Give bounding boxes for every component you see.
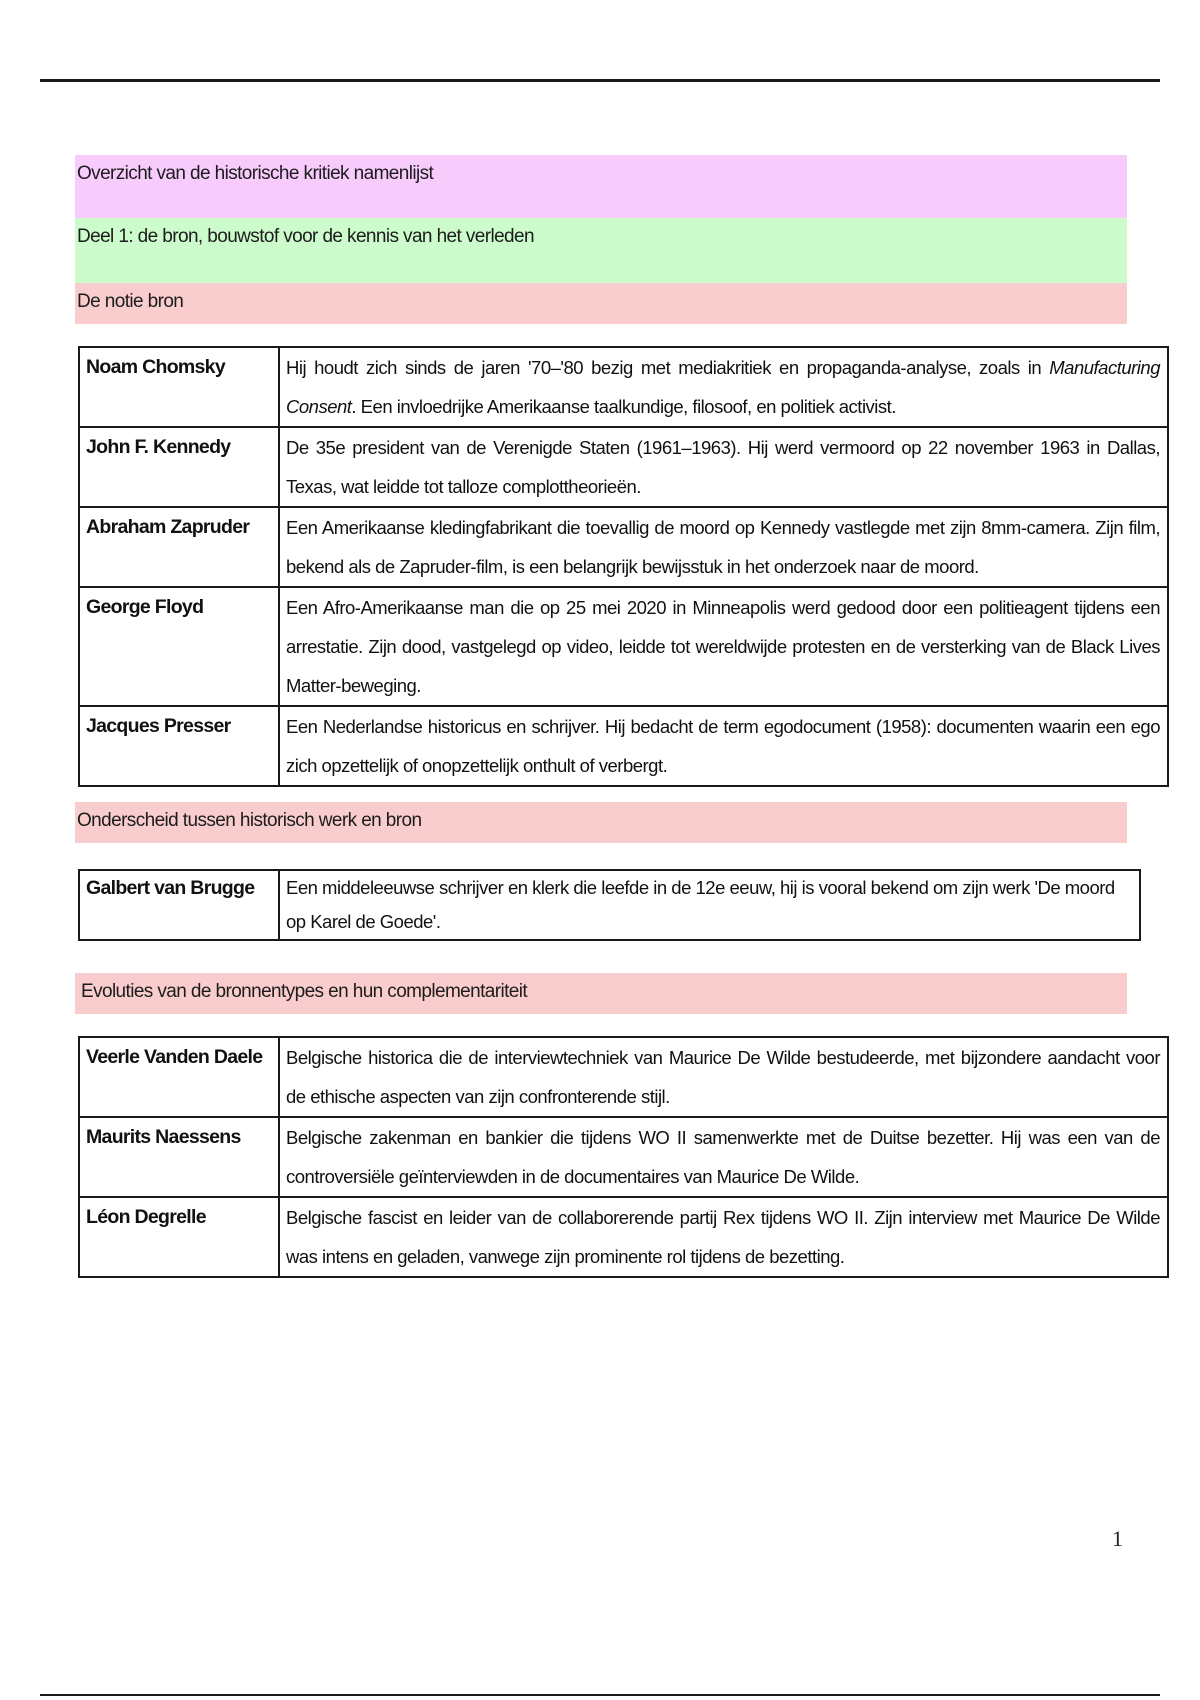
header-rule [40, 79, 1160, 82]
person-description: Belgische fascist en leider van de collaborerende partij Rex tijdens WO II. Zijn interview met Maurice De Wilde was intens en geladen, vanwege zijn prominente rol tijdens de bezetting. [279, 1197, 1168, 1277]
table-row [79, 706, 1168, 786]
part-heading: Deel 1: de bron, bouwstof voor de kennis van het verleden [77, 226, 534, 247]
table-row [79, 1197, 1168, 1277]
person-name: Léon Degrelle [79, 1197, 279, 1277]
section-heading-band [75, 973, 1127, 1014]
section-heading-band [75, 802, 1127, 843]
document-title: Overzicht van de historische kritiek namenlijst [77, 163, 434, 184]
section-heading-werk-bron: Onderscheid tussen historisch werk en bron [77, 810, 422, 831]
person-description: Een middeleeuwse schrijver en klerk die leefde in de 12e eeuw, hij is vooral bekend om zijn werk 'De moord op Karel de Goede'. [279, 870, 1140, 940]
section-heading-notie-bron: De notie bron [77, 291, 184, 312]
names-table-bron [78, 346, 1169, 787]
table-row [79, 870, 1140, 940]
table-row [79, 507, 1168, 587]
table-row [79, 427, 1168, 507]
table-row [79, 587, 1168, 706]
person-description: De 35e president van de Verenigde Staten (1961–1963). Hij werd vermoord op 22 november 1963 in Dallas, Texas, wat leidde tot talloze complottheorieën. [279, 427, 1168, 507]
footer-rule [40, 1694, 1160, 1696]
person-description: Een Amerikaanse kledingfabrikant die toevallig de moord op Kennedy vastlegde met zijn 8mm-camera. Zijn film, bekend als de Zapruder-film, is een belangrijk bewijsstuk in het onderzoek naar de moord. [279, 507, 1168, 587]
person-name: Noam Chomsky [79, 347, 279, 427]
person-name: George Floyd [79, 587, 279, 706]
names-table-evoluties [78, 1036, 1169, 1278]
person-name: Jacques Presser [79, 706, 279, 786]
book-title: Manufacturing Consent [286, 357, 1160, 417]
person-description: Belgische zakenman en bankier die tijdens WO II samenwerkte met de Duitse bezetter. Hij was een van de controversiële geïnterviewden in de documentaires van Maurice De Wilde. [279, 1117, 1168, 1197]
part-heading-band [75, 218, 1127, 283]
page-number: 1 [1112, 1526, 1123, 1551]
person-description: Hij houdt zich sinds de jaren '70–'80 bezig met mediakritiek en propaganda-analyse, zoals in Manufacturing Consent. Een invloedrijke Amerikaanse taalkundige, filosoof, en politiek activist. [279, 347, 1168, 427]
table-row [79, 1117, 1168, 1197]
table-row [79, 347, 1168, 427]
person-description: Een Afro-Amerikaanse man die op 25 mei 2020 in Minneapolis werd gedood door een politieagent tijdens een arrestatie. Zijn dood, vastgelegd op video, leidde tot wereldwijde protesten en de versterking van de Black Lives Matter-beweging. [279, 587, 1168, 706]
person-name: Maurits Naessens [79, 1117, 279, 1197]
person-description: Belgische historica die de interviewtechniek van Maurice De Wilde bestudeerde, met bijzondere aandacht voor de ethische aspecten van zijn confronterende stijl. [279, 1037, 1168, 1117]
document-title-band [75, 155, 1127, 218]
person-name: Galbert van Brugge [79, 870, 279, 940]
table-row [79, 1037, 1168, 1117]
person-name: Abraham Zapruder [79, 507, 279, 587]
person-name: Veerle Vanden Daele [79, 1037, 279, 1117]
section-heading-evoluties: Evoluties van de bronnentypes en hun complementariteit [81, 981, 528, 1002]
person-name: John F. Kennedy [79, 427, 279, 507]
section-heading-band [75, 283, 1127, 324]
person-description: Een Nederlandse historicus en schrijver. Hij bedacht de term egodocument (1958): documenten waarin een ego zich opzettelijk of onopzettelijk onthult of verbergt. [279, 706, 1168, 786]
names-table-werk [78, 869, 1141, 941]
